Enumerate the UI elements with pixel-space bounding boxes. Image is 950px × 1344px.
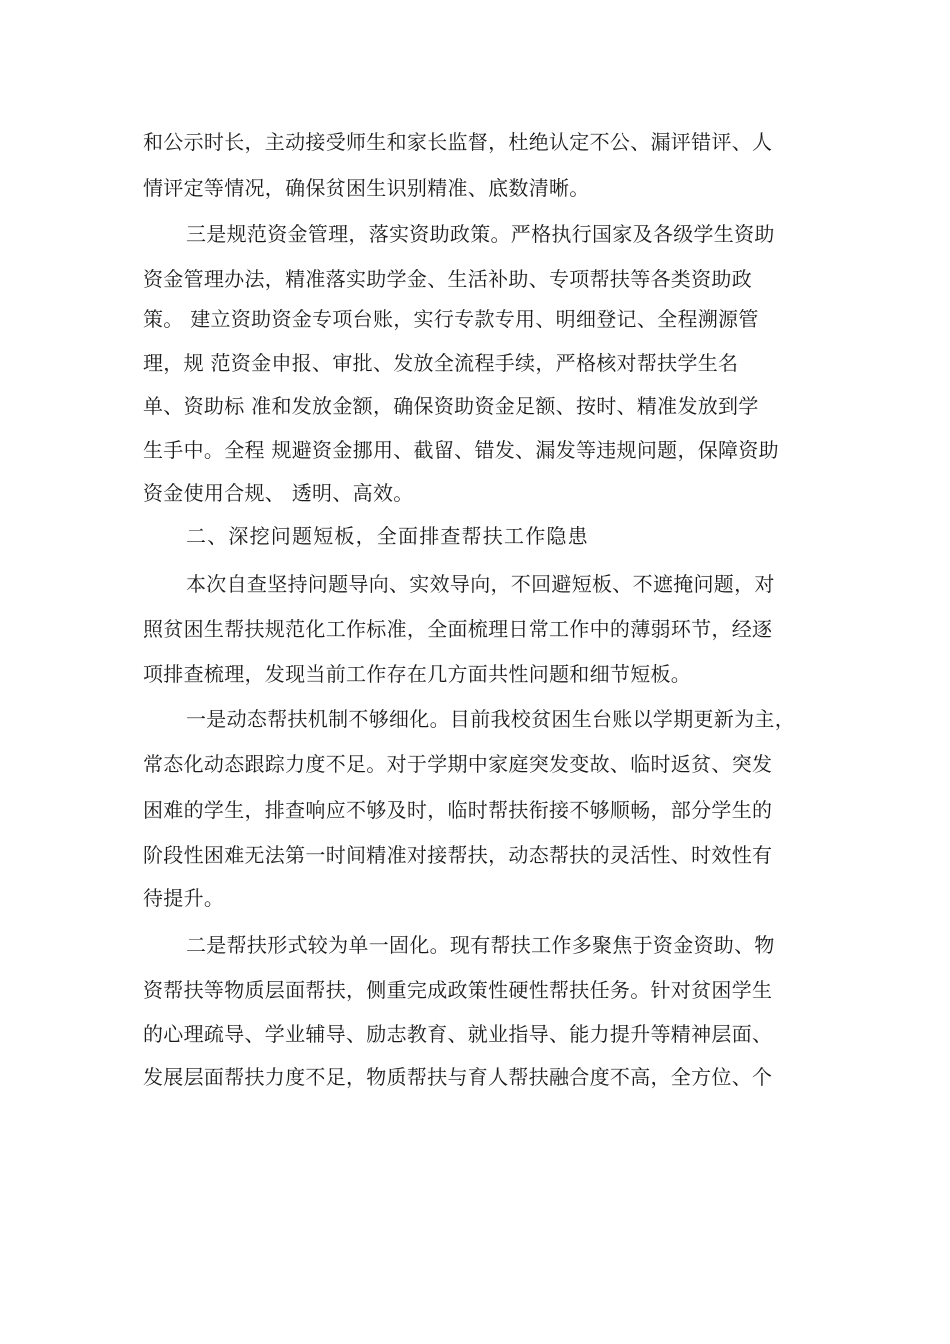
paragraph-line: 情评定等情况，确保贫困生识别精准、底数清晰。	[143, 176, 590, 200]
paragraph-line: 二是帮扶形式较为单一固化。现有帮扶工作多聚焦于资金资助、物	[186, 933, 775, 957]
paragraph-line: 三是规范资金管理，落实资助政策。严格执行国家及各级学生资助	[186, 222, 775, 246]
paragraph-line: 发展层面帮扶力度不足，物质帮扶与育人帮扶融合度不高，全方位、个	[143, 1065, 773, 1089]
paragraph-line: 一是动态帮扶机制不够细化。目前我校贫困生台账以学期更新为主，	[186, 707, 795, 731]
paragraph-line: 的心理疏导、学业辅导、励志教育、就业指导、能力提升等精神层面、	[143, 1022, 773, 1046]
paragraph-line: 策。 建立资助资金专项台账，实行专款专用、明细登记、全程溯源管	[143, 307, 759, 331]
paragraph-line: 本次自查坚持问题导向、实效导向，不回避短板、不遮掩问题，对	[186, 572, 775, 596]
paragraph-line: 和公示时长，主动接受师生和家长监督，杜绝认定不公、漏评错评、人	[143, 130, 773, 154]
paragraph-line: 照贫困生帮扶规范化工作标准，全面梳理日常工作中的薄弱环节，经逐	[143, 617, 773, 641]
paragraph-line: 理，规 范资金申报、审批、发放全流程手续，严格核对帮扶学生名	[143, 351, 739, 375]
paragraph-line: 单、资助标 准和发放金额，确保资助资金足额、按时、精准发放到学	[143, 394, 759, 418]
paragraph-line: 项排查梳理，发现当前工作存在几方面共性问题和细节短板。	[143, 662, 692, 686]
paragraph-line: 生手中。全程 规避资金挪用、截留、错发、漏发等违规问题，保障资助	[143, 438, 779, 462]
paragraph-line: 常态化动态跟踪力度不足。对于学期中家庭突发变故、临时返贫、突发	[143, 752, 773, 776]
paragraph-line: 资金使用合规、 透明、高效。	[143, 481, 414, 505]
paragraph-line: 资帮扶等物质层面帮扶，侧重完成政策性硬性帮扶任务。针对贫困学生	[143, 978, 773, 1002]
paragraph-line: 资金管理办法，精准落实助学金、生活补助、专项帮扶等各类资助政	[143, 267, 752, 291]
section-heading: 二、深挖问题短板，全面排查帮扶工作隐患	[186, 524, 589, 548]
paragraph-line: 困难的学生，排查响应不够及时，临时帮扶衔接不够顺畅，部分学生的	[143, 798, 773, 822]
paragraph-line: 阶段性困难无法第一时间精准对接帮扶，动态帮扶的灵活性、时效性有	[143, 843, 773, 867]
paragraph-line: 待提升。	[143, 886, 225, 910]
